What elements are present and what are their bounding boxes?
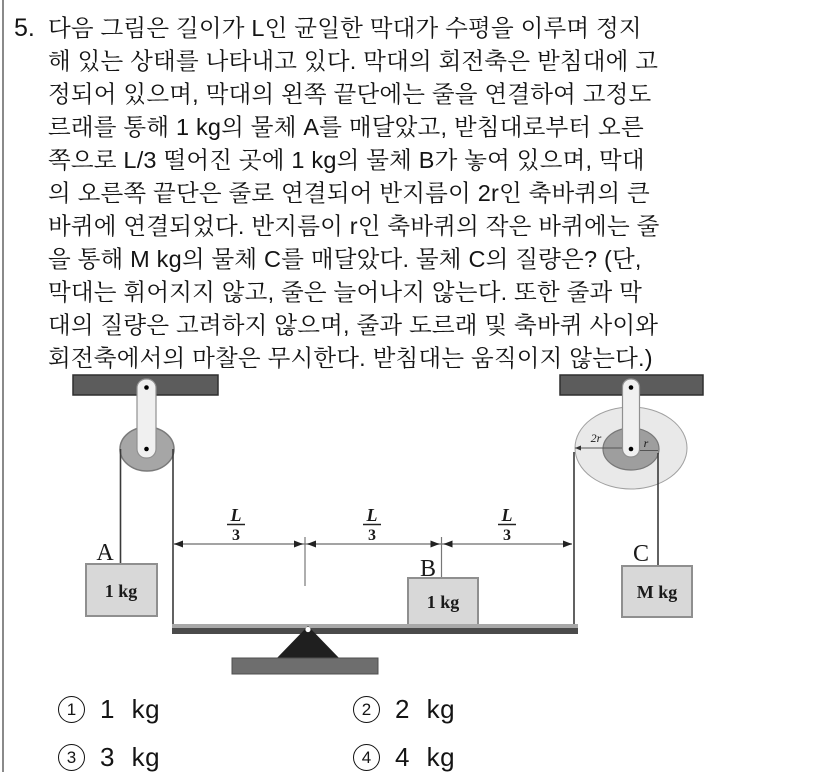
block-a-label: A <box>96 540 114 566</box>
rod-top-edge <box>172 624 578 628</box>
pivot-dot <box>305 627 310 632</box>
fraction-numerator: L <box>230 505 242 525</box>
right-axle-bracket <box>623 379 640 457</box>
left-bracket-screw-top <box>144 385 149 390</box>
option-4-label: 4 kg <box>395 742 456 772</box>
dim-arrow-seg2-right <box>431 541 440 548</box>
fraction-denominator: 3 <box>368 527 376 544</box>
radius-label-r: r <box>643 436 649 450</box>
diagram-svg <box>0 360 826 692</box>
rod <box>172 628 578 634</box>
question-line: 바퀴에 연결되었다. 반지름이 r인 축바퀴의 작은 바퀴에는 줄 <box>48 213 660 239</box>
block-c-label: C <box>632 541 650 567</box>
question-line: 정되어 있으며, 막대의 왼쪽 끝단에는 줄을 연결하여 고정도 <box>48 81 652 107</box>
block-a-mass: 1 kg <box>104 581 138 601</box>
question-line: 대의 질량은 고려하지 않으며, 줄과 도르래 및 축바퀴 사이와 <box>48 312 659 338</box>
question-line: 을 통해 M kg의 물체 C를 매달았다. 물체 C의 질량은? (단, <box>48 246 642 272</box>
fraction-L-over-3 <box>227 505 245 544</box>
left-pulley-axle <box>144 447 149 452</box>
option-4[interactable] <box>353 742 455 772</box>
question-number: 5. <box>14 14 35 42</box>
dim-arrow-seg2-left <box>307 541 316 548</box>
fraction-denominator: 3 <box>503 527 511 544</box>
option-3-circled-number: 3 <box>58 744 85 771</box>
dim-arrow-right-end <box>563 541 572 548</box>
question-line: 해 있는 상태를 나타내고 있다. 막대의 회전축은 받침대에 고 <box>48 48 659 74</box>
question-line: 회전축에서의 마찰은 무시한다. 받침대는 움직이지 않는다.) <box>48 345 653 371</box>
option-3-label: 3 kg <box>100 742 161 772</box>
question-text <box>48 12 814 375</box>
fraction-denominator: 3 <box>232 527 240 544</box>
fraction-numerator: L <box>366 505 378 525</box>
dim-arrow-seg3-left <box>444 541 453 548</box>
block-b-mass: 1 kg <box>426 592 460 612</box>
physics-diagram <box>0 360 826 692</box>
option-1-circled-number: 1 <box>58 696 85 723</box>
option-2-label: 2 kg <box>395 694 456 724</box>
dim-arrow-left-end <box>174 541 183 548</box>
question-line: 의 오른쪽 끝단은 줄로 연결되어 반지름이 2r인 축바퀴의 큰 <box>48 180 650 206</box>
fraction-L-over-3 <box>498 505 516 544</box>
question-line: 르래를 통해 1 kg의 물체 A를 매달았고, 받침대로부터 오른 <box>48 114 644 140</box>
option-1[interactable] <box>58 694 353 725</box>
question-line: 막대는 휘어지지 않고, 줄은 늘어나지 않는다. 또한 줄과 막 <box>48 279 643 305</box>
option-2[interactable] <box>353 694 455 725</box>
question-line: 다음 그림은 길이가 L인 균일한 막대가 수평을 이루며 정지 <box>48 15 642 41</box>
axle-wheel-axle <box>629 447 634 452</box>
right-bracket-screw-top <box>629 385 634 390</box>
question-line: 쪽으로 L/3 떨어진 곳에 1 kg의 물체 B가 놓여 있으며, 막대 <box>48 147 645 173</box>
question-block <box>14 12 814 375</box>
option-4-circled-number: 4 <box>353 744 380 771</box>
dim-arrow-seg1-right <box>294 541 303 548</box>
fraction-numerator: L <box>501 505 513 525</box>
left-pulley-bracket <box>137 379 156 458</box>
radius-label-2r: 2r <box>590 431 602 445</box>
option-3[interactable] <box>58 742 353 772</box>
answer-options <box>58 694 455 772</box>
fulcrum-base <box>232 658 378 674</box>
block-b-label: B <box>419 556 437 582</box>
option-1-label: 1 kg <box>100 694 161 724</box>
block-c-mass: M kg <box>636 582 678 602</box>
fraction-L-over-3 <box>363 505 381 544</box>
option-2-circled-number: 2 <box>353 696 380 723</box>
